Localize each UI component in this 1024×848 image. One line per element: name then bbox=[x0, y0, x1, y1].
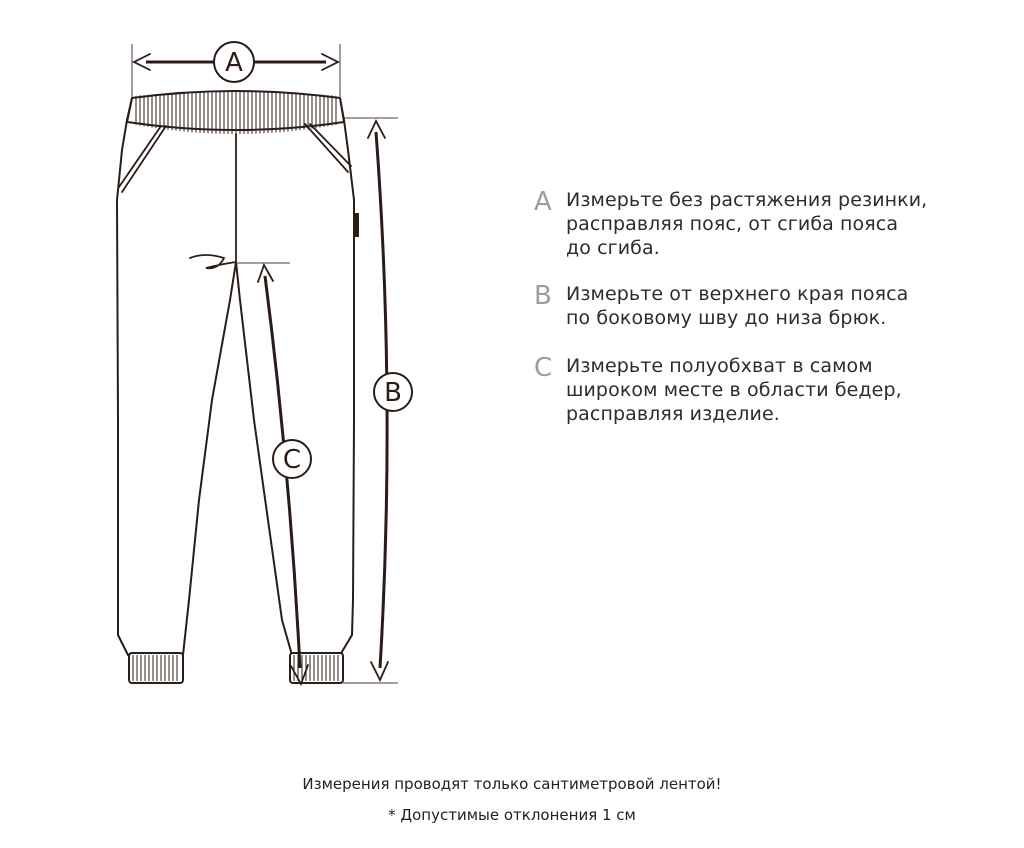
instruction-c bbox=[534, 354, 1004, 426]
instruction-b-text: Измерьте от верхнего края пояса по боковому шву до низа брюк. bbox=[566, 283, 909, 329]
measurement-instructions bbox=[534, 188, 1004, 448]
side-tag bbox=[353, 213, 359, 237]
footer-tolerance-note: * Допустимые отклонения 1 см bbox=[388, 806, 636, 824]
badge-a-label: A bbox=[225, 48, 243, 78]
badge-b-label: B bbox=[384, 378, 402, 408]
footer-warning: Измерения проводят только сантиметровой лентой! bbox=[302, 775, 722, 793]
badge-c bbox=[273, 440, 311, 478]
instruction-a-text: Измерьте без растяжения резинки, расправляя пояс, от сгиба пояса до сгиба. bbox=[566, 189, 928, 259]
instruction-b bbox=[534, 282, 1004, 330]
badge-b bbox=[374, 373, 412, 411]
instruction-b-letter: B bbox=[534, 281, 552, 311]
instruction-c-letter: C bbox=[534, 353, 553, 383]
instruction-c-text: Измерьте полуобхват в самом широком месте в области бедер, расправляя изделие. bbox=[566, 355, 902, 425]
instruction-a bbox=[534, 188, 1004, 260]
badge-c-label: C bbox=[282, 445, 302, 475]
badge-a bbox=[214, 42, 254, 82]
instruction-a-letter: A bbox=[534, 187, 552, 217]
